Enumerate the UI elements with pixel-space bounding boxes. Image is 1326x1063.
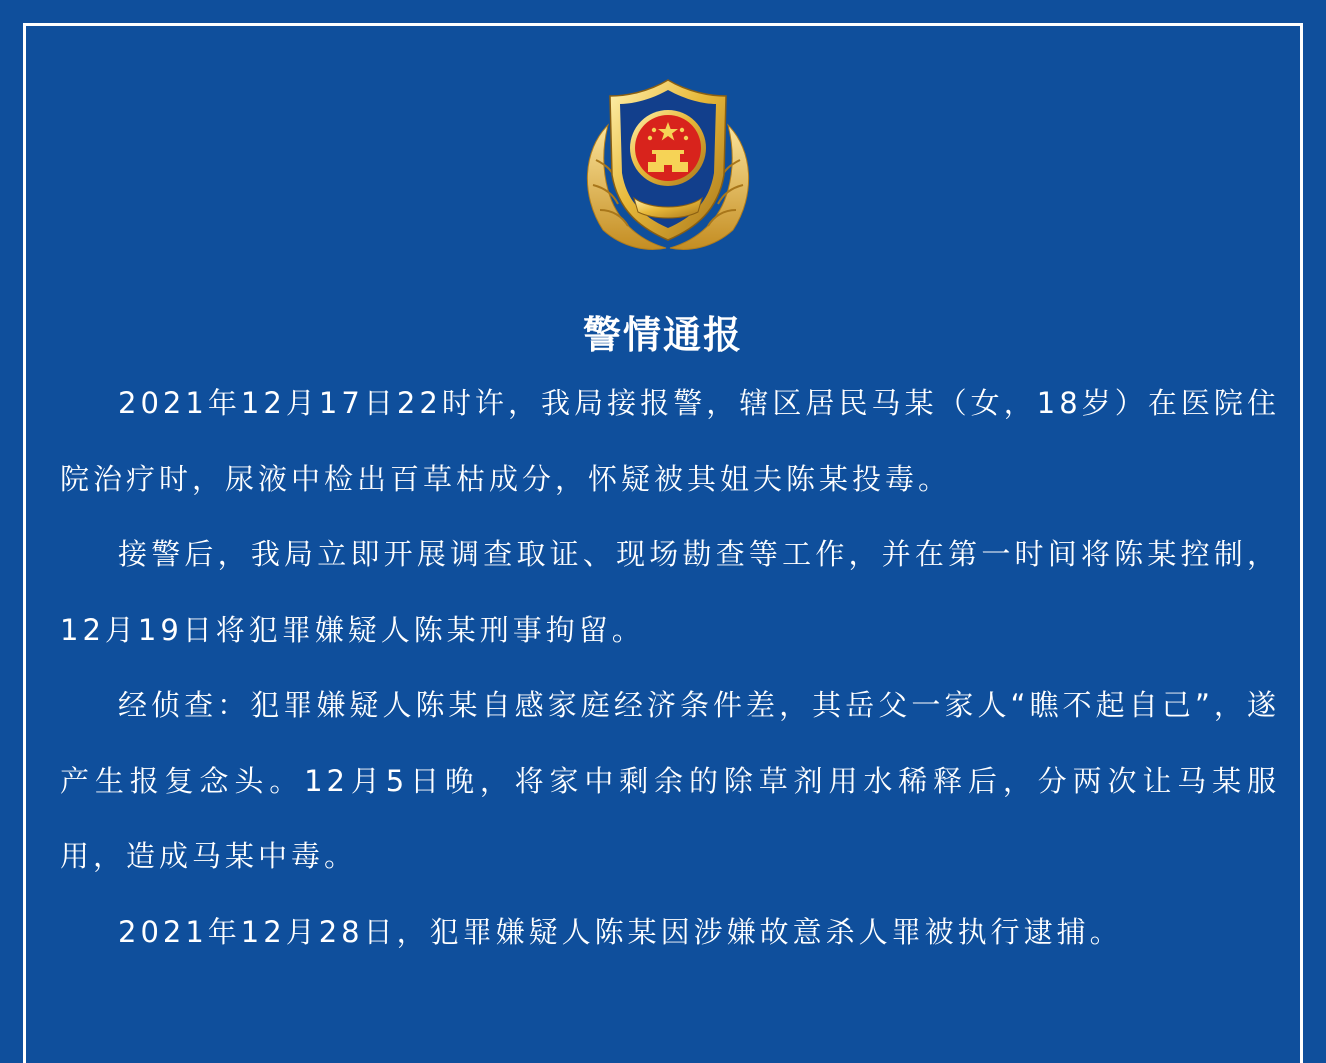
notice-title: 警情通报 <box>582 313 743 357</box>
notice-paragraph: 2021年12月28日，犯罪嫌疑人陈某因涉嫌故意杀人罪被执行逮捕。 <box>118 914 1123 949</box>
notice-body <box>60 366 1280 970</box>
notice-paragraph: 经侦查：犯罪嫌疑人陈某自感家庭经济条件差，其岳父一家人“瞧不起自己”，遂产生报复念头。12月5日晚，将家中剩余的除草剂用水稀释后，分两次让马某服用，造成马某中毒。 <box>60 688 1280 873</box>
notice-paragraph: 2021年12月17日22时许，我局接报警，辖区居民马某（女，18岁）在医院住院治疗时，尿液中检出百草枯成分，怀疑被其姐夫陈某投毒。 <box>60 386 1280 496</box>
notice-paragraph: 接警后，我局立即开展调查取证、现场勘查等工作，并在第一时间将陈某控制，12月19日将犯罪嫌疑人陈某刑事拘留。 <box>60 537 1280 647</box>
police-emblem-icon <box>578 70 758 260</box>
